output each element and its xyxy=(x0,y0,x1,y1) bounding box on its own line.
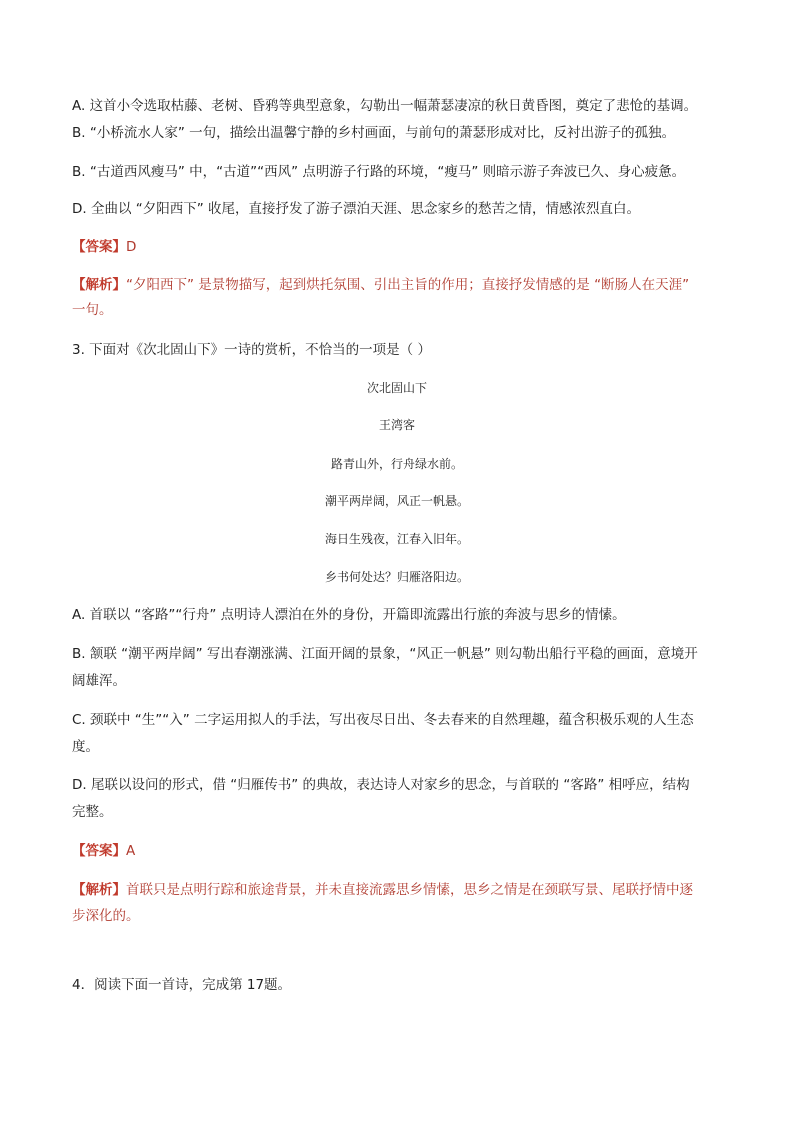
q3-option-c-continued: 度。 xyxy=(72,739,99,755)
answer-label: 【答案】 xyxy=(72,239,126,255)
analysis-label: 【解析】 xyxy=(72,277,126,293)
q3-option-d: D. 尾联以设问的形式，借 “归雁传书” 的典故，表达诗人对家乡的思念，与首联的 “客路” 相呼应，结构 xyxy=(72,777,690,793)
poem-author: 王湾客 xyxy=(378,418,415,432)
analysis-text: “夕阳西下” 是景物描写，起到烘托氛围、引出主旨的作用；直接抒发情感的是 “断肠人在天涯” xyxy=(126,277,690,293)
poem-line-3: 海日生残夜，江春入旧年。 xyxy=(324,532,469,546)
q2-analysis-continued: 一句。 xyxy=(72,302,113,318)
answer-value: A xyxy=(126,843,136,859)
q2-option-b-second: B. “古道西风瘦马” 中，“古道”“西风” 点明游子行路的环境，“瘦马” 则暗示游子奔波已久、身心疲惫。 xyxy=(72,164,686,180)
q2-option-b-first: B. “小桥流水人家” 一句，描绘出温馨宁静的乡村画面，与前句的萧瑟形成对比，反衬出游子的孤独。 xyxy=(72,125,676,141)
q2-analysis xyxy=(72,276,689,294)
poem-line-4: 乡书何处达？归雁洛阳边。 xyxy=(324,570,469,584)
q3-stem: 3. 下面对《次北固山下》一诗的赏析，不恰当的一项是（ ） xyxy=(72,342,431,358)
q3-option-b-continued: 阔雄浑。 xyxy=(72,673,126,689)
q3-option-c: C. 颈联中 “生”“入” 二字运用拟人的手法，写出夜尽日出、冬去春来的自然理趣，蕴含积极乐观的人生态 xyxy=(72,712,694,728)
analysis-label: 【解析】 xyxy=(72,882,126,898)
q3-option-a: A. 首联以 “客路”“行舟” 点明诗人漂泊在外的身份，开篇即流露出行旅的奔波与思乡的情愫。 xyxy=(72,607,626,623)
q3-option-d-continued: 完整。 xyxy=(72,804,113,820)
q2-option-d: D. 全曲以 “夕阳西下” 收尾，直接抒发了游子漂泊天涯、思念家乡的愁苦之情，情感浓烈直白。 xyxy=(72,201,641,217)
poem-line-2: 潮平两岸阔，风正一帆悬。 xyxy=(324,494,469,508)
q3-answer xyxy=(72,842,135,860)
q3-option-b: B. 颔联 “潮平两岸阔” 写出春潮涨满、江面开阔的景象，“风正一帆悬” 则勾勒出船行平稳的画面，意境开 xyxy=(72,646,698,662)
poem-title: 次北固山下 xyxy=(366,381,427,395)
q3-analysis-continued: 步深化的。 xyxy=(72,908,140,924)
q3-analysis xyxy=(72,881,693,899)
answer-label: 【答案】 xyxy=(72,843,126,859)
answer-value: D xyxy=(126,239,137,255)
q2-option-a: A. 这首小令选取枯藤、老树、昏鸦等典型意象，勾勒出一幅萧瑟凄凉的秋日黄昏图，奠定了悲怆的基调。 xyxy=(72,98,698,114)
poem-line-1: 路青山外，行舟绿水前。 xyxy=(330,457,463,471)
q4-stem: 4．阅读下面一首诗，完成第 17题。 xyxy=(72,977,292,993)
analysis-text: 首联只是点明行踪和旅途背景，并未直接流露思乡情愫，思乡之情是在颈联写景、尾联抒情中逐 xyxy=(126,882,693,898)
q2-answer xyxy=(72,238,136,256)
